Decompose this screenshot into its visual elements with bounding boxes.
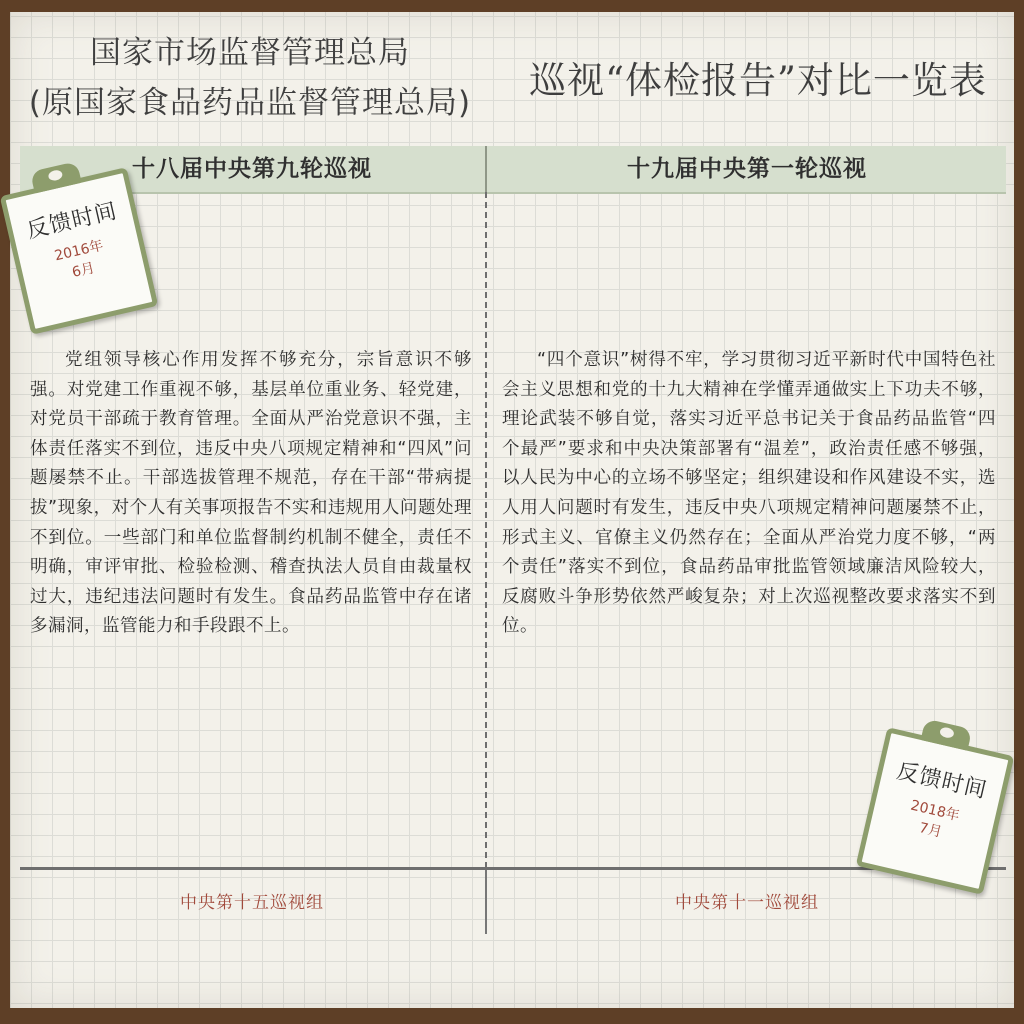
feedback-tag-year: 2018年	[909, 797, 961, 825]
organization-name	[0, 28, 500, 128]
column-heading-right: 十九届中央第一轮巡视	[627, 156, 867, 182]
inspection-group-left: 中央第十五巡视组	[180, 893, 324, 913]
report-title: 巡视“体检报告”对比一览表	[529, 59, 987, 102]
feedback-tag-year: 2016年	[53, 237, 105, 265]
column-heading-left: 十八届中央第九轮巡视	[132, 156, 372, 182]
findings-text-left: 党组领导核心作用发挥不够充分，宗旨意识不够强。对党建工作重视不够，基层单位重业务、轻党建，对党员干部疏于教育管理。全面从严治党意识不强，主体责任落实不到位，违反中央八项规定精神和“四风”问题屡禁不止。干部选拔管理不规范，存在干部“带病提拔”现象，对个人有关事项报告不实和违规用人问题处理不到位。一些部门和单位监督制约机制不健全，责任不明确，审评审批、检验检测、稽查执法人员自由裁量权过大，违纪违法问题时有发生。食品药品监管中存在诸多漏洞，监管能力和手段跟不上。	[30, 350, 472, 637]
feedback-tag-label: 反馈时间	[24, 198, 120, 244]
column-divider-dashed	[485, 192, 487, 868]
findings-text-right: “四个意识”树得不牢，学习贯彻习近平新时代中国特色社会主义思想和党的十九大精神在学懂弄通做实上下功夫不够，理论武装不够自觉，落实习近平总书记关于食品药品监管“四个最严”要求和中央决策部署有“温差”，政治责任感不够强，以人民为中心的立场不够坚定；组织建设和作风建设不实，选人用人问题时有发生，违反中央八项规定精神问题屡禁不止，形式主义、官僚主义仍然存在；全面从严治党力度不够，“两个责任”落实不到位，食品药品审批监管领域廉洁风险较大，反腐败斗争形势依然严峻复杂；对上次巡视整改要求落实不到位。	[502, 350, 996, 637]
feedback-tag-month: 7月	[917, 820, 944, 841]
header-separator	[485, 146, 487, 192]
inspection-group-right: 中央第十一巡视组	[675, 893, 819, 913]
footer-divider	[485, 870, 487, 934]
org-line-1: 国家市场监督管理总局	[90, 35, 410, 71]
footer-rule	[20, 867, 1006, 870]
feedback-tag-month: 6月	[70, 260, 97, 281]
feedback-tag-label: 反馈时间	[894, 758, 990, 804]
org-line-2: (原国家食品药品监督管理总局)	[28, 85, 472, 121]
